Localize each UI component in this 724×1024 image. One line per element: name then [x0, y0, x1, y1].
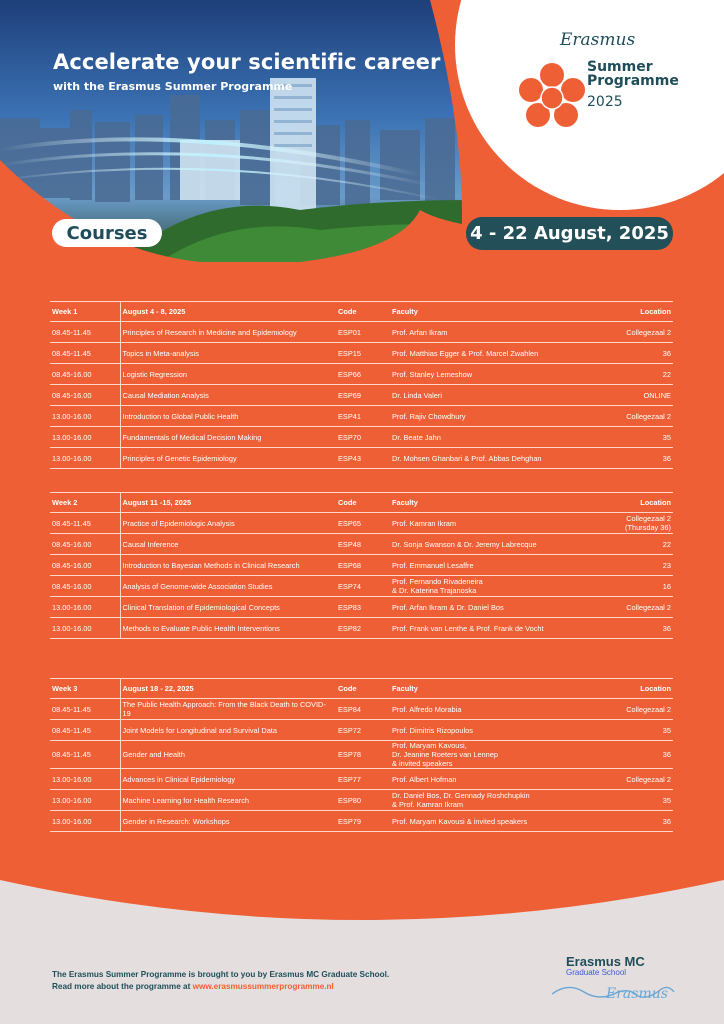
table-row	[50, 811, 673, 832]
row-location: 36	[590, 741, 673, 769]
row-course: Logistic Regression	[120, 364, 336, 385]
col-location-header: Location	[590, 493, 673, 513]
col-faculty-header: Faculty	[390, 302, 590, 322]
row-time: 13.00-16.00	[50, 427, 120, 448]
row-code: ESP01	[336, 322, 390, 343]
table-row	[50, 534, 673, 555]
hero-title: Accelerate your scientific career	[53, 50, 441, 74]
row-code: ESP79	[336, 811, 390, 832]
week-dates: August 18 - 22, 2025	[120, 679, 336, 699]
flower-logo-icon	[516, 62, 588, 134]
row-location: Collegezaal 2	[590, 322, 673, 343]
row-code: ESP66	[336, 364, 390, 385]
row-course: Causal Mediation Analysis	[120, 385, 336, 406]
table-row	[50, 555, 673, 576]
row-faculty: Prof. Kamran Ikram	[390, 513, 590, 534]
row-code: ESP43	[336, 448, 390, 469]
row-time: 08.45-16.00	[50, 576, 120, 597]
week-2-schedule	[50, 492, 673, 639]
row-location: 23	[590, 555, 673, 576]
table-row	[50, 364, 673, 385]
row-code: ESP68	[336, 555, 390, 576]
table-row	[50, 343, 673, 364]
row-time: 08.45-11.45	[50, 741, 120, 769]
row-course: Principles of Research in Medicine and Epidemiology	[120, 322, 336, 343]
week-dates: August 4 - 8, 2025	[120, 302, 336, 322]
row-code: ESP65	[336, 513, 390, 534]
row-location: 22	[590, 534, 673, 555]
row-code: ESP80	[336, 790, 390, 811]
table-row	[50, 699, 673, 720]
row-code: ESP82	[336, 618, 390, 639]
row-location: Collegezaal 2	[590, 406, 673, 427]
table-row	[50, 597, 673, 618]
week-label: Week 3	[50, 679, 120, 699]
row-code: ESP84	[336, 699, 390, 720]
courses-badge: Courses	[52, 219, 162, 247]
table-header-row	[50, 302, 673, 322]
row-location: Collegezaal 2	[590, 699, 673, 720]
col-code-header: Code	[336, 679, 390, 699]
row-code: ESP69	[336, 385, 390, 406]
row-faculty: Prof. Stanley Lemeshow	[390, 364, 590, 385]
row-code: ESP74	[336, 576, 390, 597]
row-faculty: Prof. Arfan Ikram	[390, 322, 590, 343]
row-course: Joint Models for Longitudinal and Survival Data	[120, 720, 336, 741]
row-course: Topics in Meta-analysis	[120, 343, 336, 364]
week-3-schedule	[50, 678, 673, 832]
col-location-header: Location	[590, 302, 673, 322]
row-faculty: Prof. Matthias Egger & Prof. Marcel Zwahlen	[390, 343, 590, 364]
row-location: ONLINE	[590, 385, 673, 406]
row-faculty: Dr. Mohsen Ghanbari & Prof. Abbas Dehghan	[390, 448, 590, 469]
row-code: ESP77	[336, 769, 390, 790]
programme-website-link[interactable]: www.erasmussummerprogramme.nl	[192, 982, 334, 991]
row-course: Methods to Evaluate Public Health Interventions	[120, 618, 336, 639]
row-code: ESP41	[336, 406, 390, 427]
erasmus-signature-text: Erasmus	[606, 986, 668, 1002]
col-location-header: Location	[590, 679, 673, 699]
row-time: 08.45-16.00	[50, 385, 120, 406]
erasmus-mc-subtitle: Graduate School	[566, 968, 627, 977]
week-label: Week 1	[50, 302, 120, 322]
row-location: 36	[590, 811, 673, 832]
row-course: Fundamentals of Medical Decision Making	[120, 427, 336, 448]
row-location: Collegezaal 2	[590, 769, 673, 790]
table-row	[50, 618, 673, 639]
row-time: 13.00-16.00	[50, 597, 120, 618]
row-course: Introduction to Bayesian Methods in Clinical Research	[120, 555, 336, 576]
row-faculty: Dr. Daniel Bos, Dr. Gennady Roshchupkin & Prof. Kamran Ikram	[390, 790, 590, 811]
row-faculty: Prof. Rajiv Chowdhury	[390, 406, 590, 427]
logo-year: 2025	[587, 94, 623, 110]
table-row	[50, 790, 673, 811]
row-faculty: Dr. Sonja Swanson & Dr. Jeremy Labrecque	[390, 534, 590, 555]
row-location: 35	[590, 720, 673, 741]
row-course: Gender in Research: Workshops	[120, 811, 336, 832]
row-time: 13.00-16.00	[50, 790, 120, 811]
col-faculty-header: Faculty	[390, 493, 590, 513]
row-location: 36	[590, 448, 673, 469]
row-faculty: Prof. Alfredo Morabia	[390, 699, 590, 720]
week-1-schedule	[50, 301, 673, 469]
row-time: 08.45-16.00	[50, 534, 120, 555]
col-code-header: Code	[336, 493, 390, 513]
row-course: Gender and Health	[120, 741, 336, 769]
row-course: Machine Learning for Health Research	[120, 790, 336, 811]
row-time: 13.00-16.00	[50, 811, 120, 832]
row-location: Collegezaal 2 (Thursday 36)	[590, 513, 673, 534]
row-faculty: Prof. Frank van Lenthe & Prof. Frank de Vocht	[390, 618, 590, 639]
row-course: Clinical Translation of Epidemiological Concepts	[120, 597, 336, 618]
row-time: 08.45-16.00	[50, 364, 120, 385]
week-dates: August 11 -15, 2025	[120, 493, 336, 513]
row-time: 13.00-16.00	[50, 448, 120, 469]
row-faculty: Prof. Albert Hofman	[390, 769, 590, 790]
col-faculty-header: Faculty	[390, 679, 590, 699]
table-row	[50, 720, 673, 741]
row-time: 13.00-16.00	[50, 769, 120, 790]
table-row	[50, 513, 673, 534]
erasmus-mc-name: Erasmus MC	[566, 954, 645, 969]
row-time: 13.00-16.00	[50, 406, 120, 427]
row-faculty: Prof. Fernando Rivadeneira & Dr. Katerina Trajanoska	[390, 576, 590, 597]
erasmus-signature-icon	[548, 974, 678, 1004]
footer-line-1: The Erasmus Summer Programme is brought to you by Erasmus MC Graduate School.	[52, 970, 390, 979]
row-course: Introduction to Global Public Health	[120, 406, 336, 427]
row-code: ESP15	[336, 343, 390, 364]
table-row	[50, 385, 673, 406]
week-2-table	[50, 492, 673, 639]
week-1-table	[50, 301, 673, 469]
logo-summer: Summer	[587, 59, 653, 75]
dates-badge: 4 - 22 August, 2025	[466, 217, 673, 250]
table-header-row	[50, 493, 673, 513]
row-time: 08.45-11.45	[50, 513, 120, 534]
row-time: 08.45-16.00	[50, 555, 120, 576]
row-code: ESP83	[336, 597, 390, 618]
row-code: ESP72	[336, 720, 390, 741]
row-faculty: Prof. Arfan Ikram & Dr. Daniel Bos	[390, 597, 590, 618]
row-time: 08.45-11.45	[50, 699, 120, 720]
week-label: Week 2	[50, 493, 120, 513]
row-code: ESP70	[336, 427, 390, 448]
footer-line-2	[52, 981, 389, 993]
row-course: Analysis of Genome-wide Association Studies	[120, 576, 336, 597]
row-location: Collegezaal 2	[590, 597, 673, 618]
table-row	[50, 322, 673, 343]
table-row	[50, 769, 673, 790]
row-time: 13.00-16.00	[50, 618, 120, 639]
table-row	[50, 448, 673, 469]
row-faculty: Prof. Maryam Kavousi & invited speakers	[390, 811, 590, 832]
row-faculty: Dr. Linda Valeri	[390, 385, 590, 406]
table-row	[50, 406, 673, 427]
row-faculty: Prof. Dimitris Rizopoulos	[390, 720, 590, 741]
footer-line-2-prefix: Read more about the programme at	[52, 982, 191, 991]
hero-subtitle: with the Erasmus Summer Programme	[53, 80, 293, 93]
table-row	[50, 741, 673, 769]
row-location: 22	[590, 364, 673, 385]
row-faculty: Dr. Beate Jahn	[390, 427, 590, 448]
row-course: Causal Inference	[120, 534, 336, 555]
row-course: Advances in Clinical Epidemiology	[120, 769, 336, 790]
logo-erasmus-script: Erasmus	[560, 30, 636, 50]
week-3-table	[50, 678, 673, 832]
col-code-header: Code	[336, 302, 390, 322]
row-time: 08.45-11.45	[50, 343, 120, 364]
row-location: 35	[590, 790, 673, 811]
table-header-row	[50, 679, 673, 699]
row-location: 35	[590, 427, 673, 448]
row-faculty: Prof. Emmanuel Lesaffre	[390, 555, 590, 576]
row-faculty: Prof. Maryam Kavousi, Dr. Jeanine Roeters van Lennep & invited speakers	[390, 741, 590, 769]
row-code: ESP48	[336, 534, 390, 555]
logo-programme: Programme	[587, 73, 679, 89]
row-location: 36	[590, 343, 673, 364]
table-row	[50, 576, 673, 597]
row-code: ESP78	[336, 741, 390, 769]
row-time: 08.45-11.45	[50, 720, 120, 741]
row-location: 16	[590, 576, 673, 597]
row-time: 08.45-11.45	[50, 322, 120, 343]
row-location: 36	[590, 618, 673, 639]
footer-text	[52, 969, 389, 993]
row-course: The Public Health Approach: From the Black Death to COVID-19	[120, 699, 336, 720]
row-course: Principles of Genetic Epidemiology	[120, 448, 336, 469]
row-course: Practice of Epidemiologic Analysis	[120, 513, 336, 534]
table-row	[50, 427, 673, 448]
